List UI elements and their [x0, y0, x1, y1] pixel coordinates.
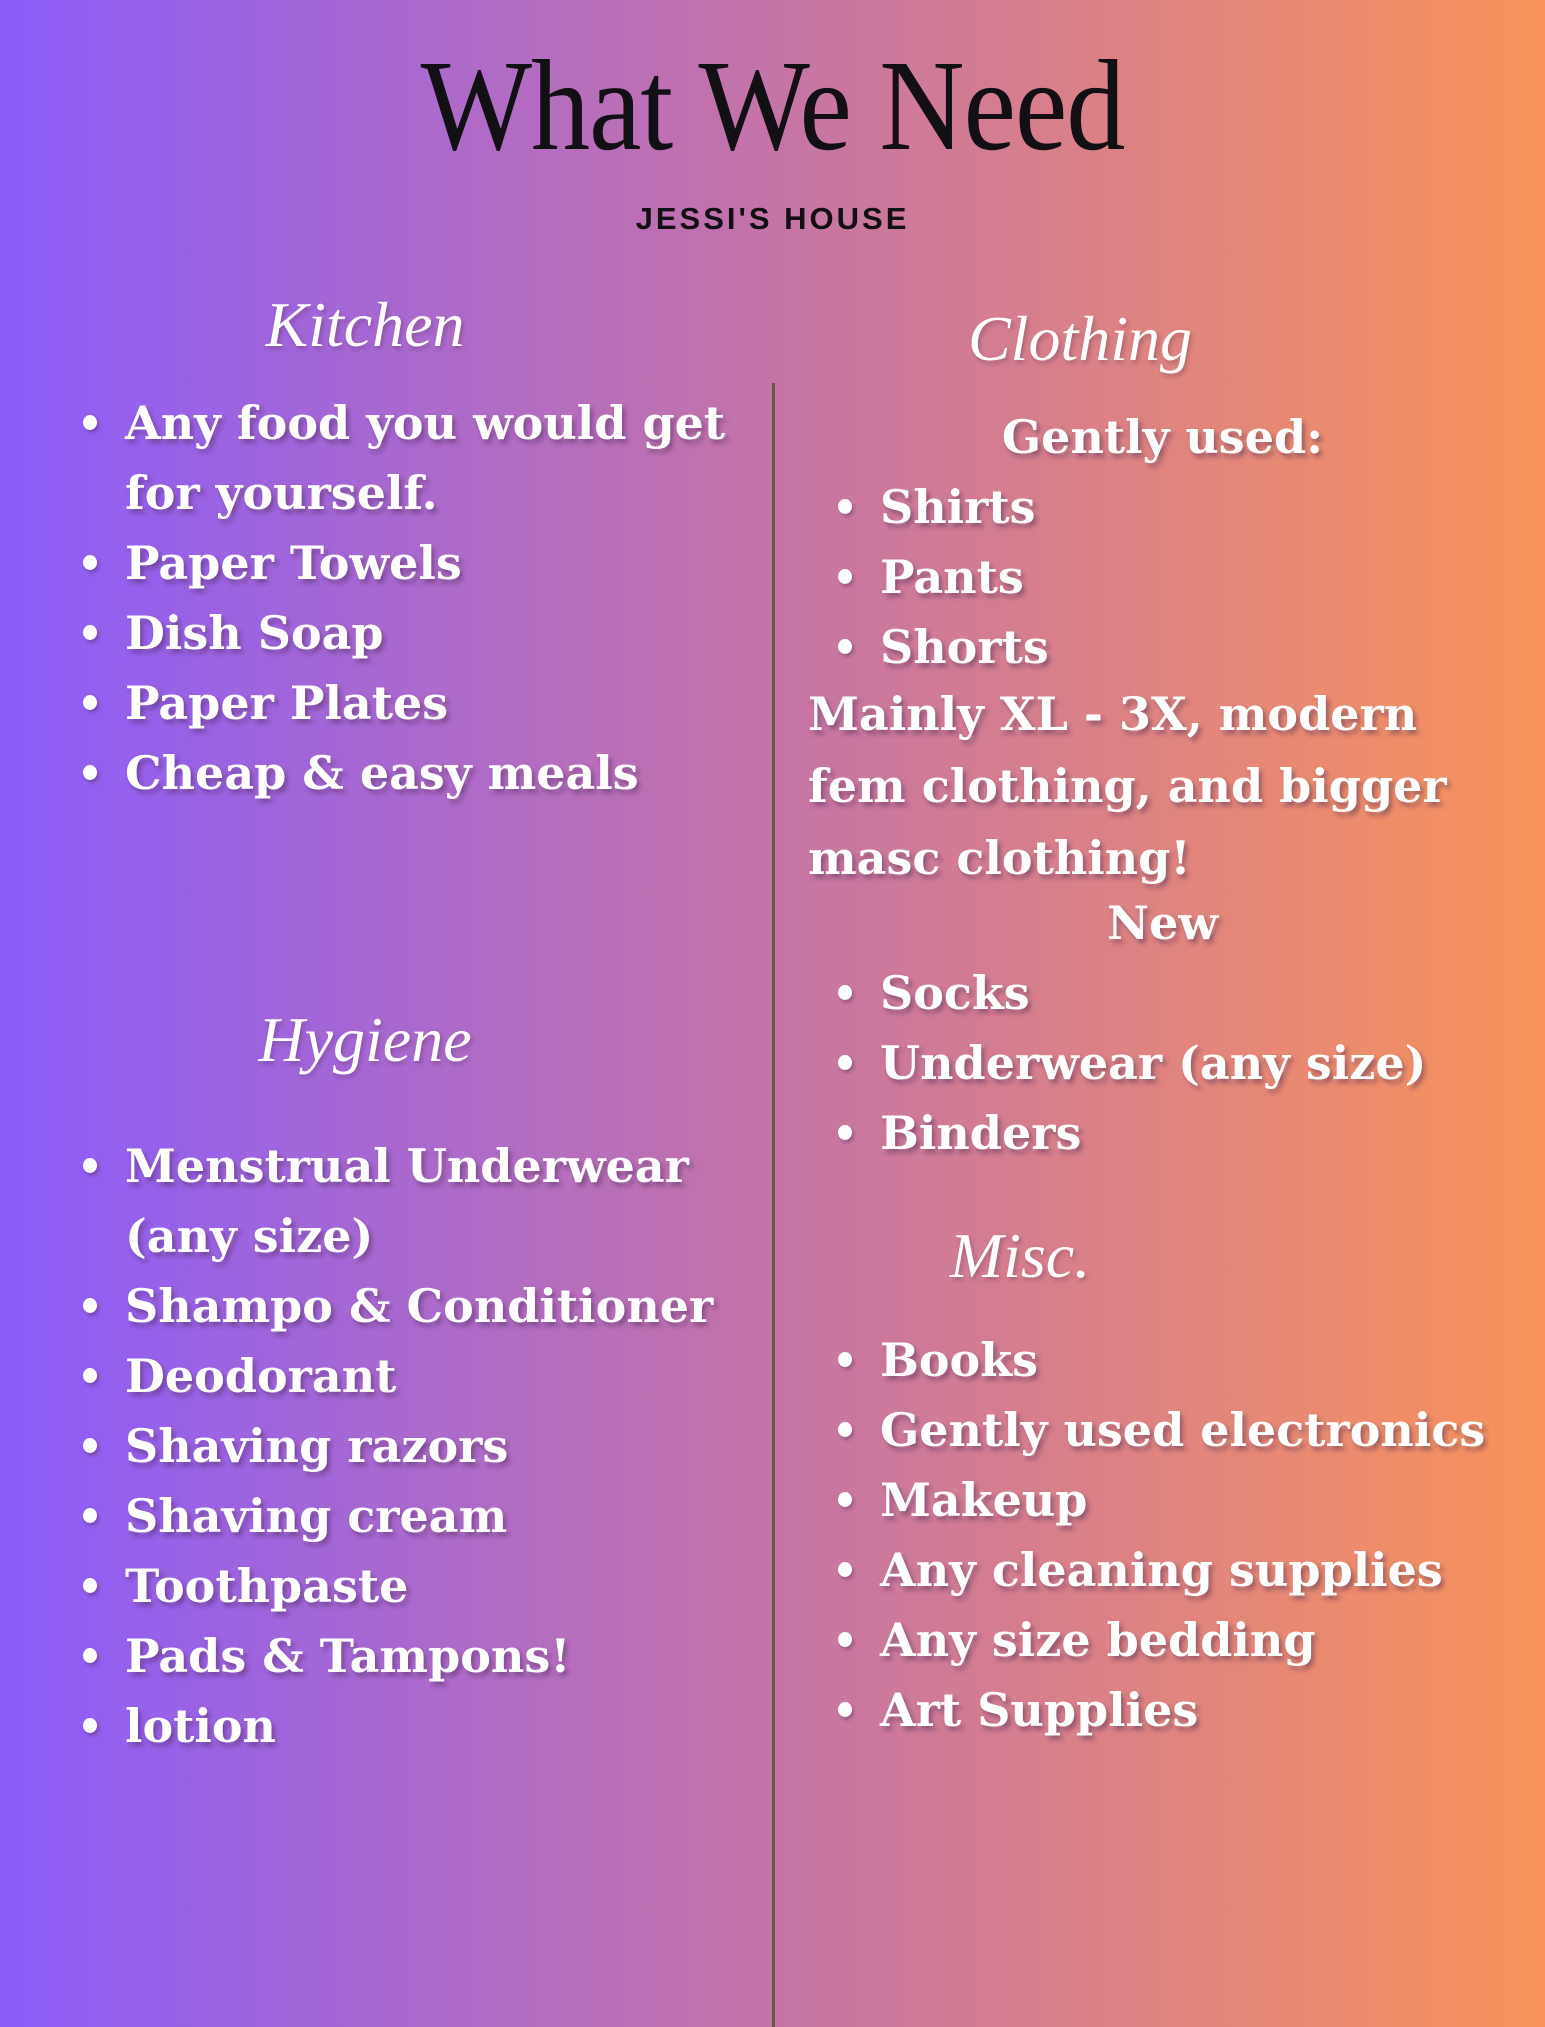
- list-item: [880, 1028, 1525, 1098]
- list-item: [880, 1098, 1525, 1168]
- list-item-text: Any cleaning supplies: [880, 1543, 1443, 1598]
- list-item-text: Dish Soap: [125, 605, 384, 660]
- list-item: [880, 1465, 1525, 1535]
- list-item: [125, 1481, 780, 1551]
- misc-heading: Misc.: [949, 1219, 1091, 1291]
- list-item-text: Shirts: [880, 479, 1036, 534]
- list-item-text: Makeup: [880, 1473, 1088, 1528]
- list-item-text: Books: [880, 1333, 1039, 1388]
- list-item: [125, 1341, 780, 1411]
- list-item-text: Gently used electronics: [880, 1403, 1486, 1458]
- list-item: [880, 958, 1525, 1028]
- list-item-text: Shorts: [880, 619, 1049, 674]
- list-item: [880, 1535, 1525, 1605]
- kitchen-list: [60, 388, 780, 808]
- list-item: [125, 1411, 780, 1481]
- list-item-text: Any food you would get for yourself.: [125, 395, 726, 520]
- list-item-text: Art Supplies: [880, 1683, 1199, 1738]
- gently-used-label: Gently used:: [1001, 409, 1324, 464]
- list-item: [125, 598, 780, 668]
- list-item-text: Paper Plates: [125, 675, 449, 730]
- new-list: [800, 958, 1525, 1168]
- list-item-text: Pads & Tampons!: [125, 1629, 571, 1684]
- list-item: [880, 1325, 1525, 1395]
- list-item-text: Paper Towels: [125, 535, 462, 590]
- list-item-text: Menstrual Underwear (any size): [125, 1139, 689, 1264]
- list-item: [880, 472, 1525, 542]
- list-item-text: Socks: [880, 965, 1030, 1020]
- list-item: [880, 1675, 1525, 1745]
- page-title: What We Need: [420, 33, 1125, 178]
- list-item-text: Shaving cream: [125, 1489, 508, 1544]
- list-item-text: Binders: [880, 1105, 1082, 1160]
- list-item: [125, 1271, 780, 1341]
- clothing-heading: Clothing: [967, 302, 1193, 374]
- list-item: [125, 1621, 780, 1691]
- new-label: New: [1107, 895, 1218, 950]
- list-item: [125, 528, 780, 598]
- list-item-text: Toothpaste: [125, 1559, 409, 1614]
- hygiene-list: [60, 1131, 780, 1761]
- left-column: [0, 283, 780, 1761]
- kitchen-heading: Kitchen: [265, 288, 465, 360]
- page-subtitle: JESSI'S HOUSE: [635, 200, 910, 236]
- list-item: [125, 1691, 780, 1761]
- list-item: [125, 1131, 780, 1271]
- list-item: [880, 542, 1525, 612]
- list-item: [880, 1605, 1525, 1675]
- right-column: [780, 283, 1545, 1745]
- list-item-text: Shampo & Conditioner: [125, 1279, 714, 1334]
- hygiene-heading: Hygiene: [258, 1003, 472, 1075]
- list-item-text: Deodorant: [125, 1349, 397, 1404]
- gently-used-list: [800, 472, 1525, 682]
- list-item-text: Underwear (any size): [880, 1035, 1427, 1090]
- list-item: [125, 1551, 780, 1621]
- list-item: [125, 388, 780, 528]
- list-item-text: lotion: [125, 1699, 277, 1754]
- list-item: [125, 668, 780, 738]
- list-item-text: Any size bedding: [880, 1613, 1316, 1668]
- list-item-text: Cheap & easy meals: [125, 745, 639, 800]
- list-item-text: Shaving razors: [125, 1419, 509, 1474]
- list-item: [880, 612, 1525, 682]
- list-item-text: Pants: [880, 549, 1024, 604]
- misc-list: [800, 1325, 1525, 1745]
- list-item: [125, 738, 780, 808]
- list-item: [880, 1395, 1525, 1465]
- size-note: Mainly XL - 3X, modern fem clothing, and bigger masc clothing!: [808, 686, 1447, 885]
- column-divider-line: [772, 383, 775, 2027]
- flyer-page: [0, 28, 1545, 2027]
